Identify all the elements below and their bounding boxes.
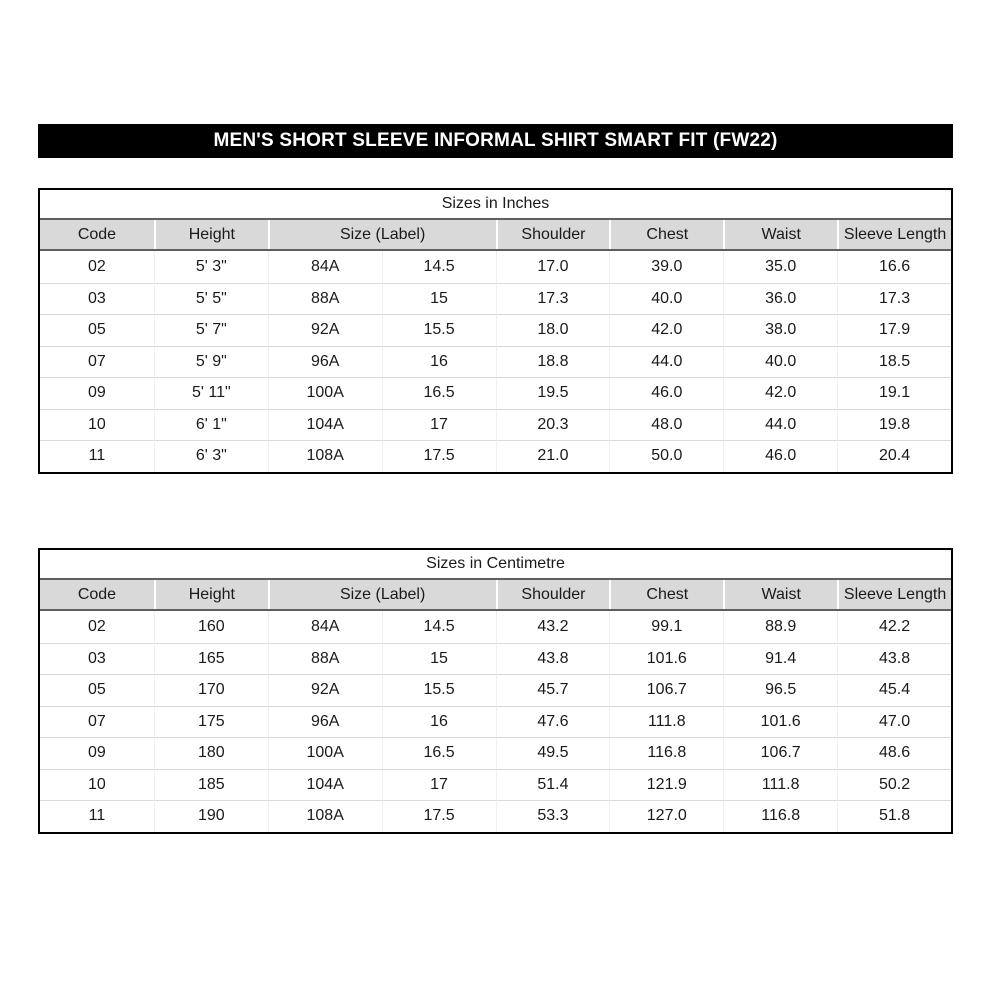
column-header-sleeve-length: Sleeve Length — [837, 220, 951, 249]
cell: 39.0 — [609, 251, 723, 283]
cell: 96A — [268, 706, 382, 738]
column-header-sleeve-length: Sleeve Length — [837, 580, 951, 609]
cell: 53.3 — [496, 800, 610, 832]
cell: 09 — [40, 377, 154, 409]
cell: 45.4 — [837, 674, 951, 706]
cell: 190 — [154, 800, 268, 832]
column-header-height: Height — [154, 580, 268, 609]
cell: 92A — [268, 314, 382, 346]
cell: 17.3 — [496, 283, 610, 315]
cell: 50.0 — [609, 440, 723, 472]
cell: 5' 7" — [154, 314, 268, 346]
cell: 49.5 — [496, 737, 610, 769]
cell: 106.7 — [723, 737, 837, 769]
header-row — [40, 218, 951, 251]
cell: 03 — [40, 643, 154, 675]
cell: 96.5 — [723, 674, 837, 706]
cell: 116.8 — [723, 800, 837, 832]
cell: 09 — [40, 737, 154, 769]
cell: 96A — [268, 346, 382, 378]
column-header-waist: Waist — [723, 580, 837, 609]
cell: 47.0 — [837, 706, 951, 738]
cell: 16.6 — [837, 251, 951, 283]
cell: 160 — [154, 611, 268, 643]
cell: 108A — [268, 440, 382, 472]
cell: 35.0 — [723, 251, 837, 283]
column-header-size-label: Size (Label) — [268, 580, 496, 609]
cell: 11 — [40, 440, 154, 472]
cell: 21.0 — [496, 440, 610, 472]
header-row — [40, 578, 951, 611]
cell: 6' 3" — [154, 440, 268, 472]
cell: 02 — [88, 617, 106, 635]
cell: 5' 9" — [154, 346, 268, 378]
cell: 11 — [40, 800, 154, 832]
cell: 47.6 — [496, 706, 610, 738]
product-title-bar — [38, 124, 953, 158]
cell: 19.5 — [496, 377, 610, 409]
cell: 101.6 — [609, 643, 723, 675]
cell: 18.5 — [837, 346, 951, 378]
cell: 100A — [268, 737, 382, 769]
cell: 5' 3" — [154, 251, 268, 283]
cell: 88A — [268, 283, 382, 315]
cell: 42.0 — [723, 377, 837, 409]
cell: 20.3 — [496, 409, 610, 441]
cell: 88A — [268, 643, 382, 675]
cell: 40.0 — [609, 283, 723, 315]
cell: 15.5 — [382, 314, 496, 346]
cell: 43.2 — [496, 611, 610, 643]
cell: 10 — [40, 769, 154, 801]
cell: 121.9 — [609, 769, 723, 801]
cell: 50.2 — [837, 769, 951, 801]
column-header-size-label: Size (Label) — [268, 220, 496, 249]
cell: 45.7 — [496, 674, 610, 706]
cell: 17.5 — [382, 800, 496, 832]
cell: 46.0 — [609, 377, 723, 409]
cell: 116.8 — [609, 737, 723, 769]
column-header-shoulder: Shoulder — [496, 580, 610, 609]
cell: 44.0 — [723, 409, 837, 441]
cell: 15.5 — [382, 674, 496, 706]
table-body-centimetre — [40, 611, 951, 832]
cell: 17.9 — [837, 314, 951, 346]
cell: 51.4 — [496, 769, 610, 801]
cell: 17.3 — [837, 283, 951, 315]
cell: 185 — [154, 769, 268, 801]
cell: 07 — [40, 346, 154, 378]
cell: 43.8 — [837, 643, 951, 675]
cell: 20.4 — [837, 440, 951, 472]
cell: 40.0 — [723, 346, 837, 378]
table-title-inches: Sizes in Inches — [40, 190, 951, 218]
column-header-shoulder: Shoulder — [496, 220, 610, 249]
product-title: MEN'S SHORT SLEEVE INFORMAL SHIRT SMART FIT (FW22) — [213, 130, 778, 151]
cell: 14.5 — [382, 611, 496, 643]
size-table-inches — [38, 188, 953, 474]
cell: 02 — [88, 257, 106, 275]
cell: 16 — [382, 706, 496, 738]
cell: 5' 11" — [154, 377, 268, 409]
cell: 51.8 — [837, 800, 951, 832]
cell: 48.0 — [609, 409, 723, 441]
cell: 99.1 — [609, 611, 723, 643]
cell: 104A — [268, 769, 382, 801]
table-title-centimetre: Sizes in Centimetre — [40, 550, 951, 578]
cell: 16.5 — [382, 377, 496, 409]
cell: 108A — [268, 800, 382, 832]
table-body-inches — [40, 251, 951, 472]
cell: 07 — [40, 706, 154, 738]
column-header-code: Code — [77, 585, 117, 603]
cell: 42.0 — [609, 314, 723, 346]
cell: 19.8 — [837, 409, 951, 441]
cell: 111.8 — [723, 769, 837, 801]
cell: 17 — [382, 769, 496, 801]
cell: 44.0 — [609, 346, 723, 378]
cell: 170 — [154, 674, 268, 706]
cell: 38.0 — [723, 314, 837, 346]
cell: 101.6 — [723, 706, 837, 738]
cell: 17 — [382, 409, 496, 441]
cell: 127.0 — [609, 800, 723, 832]
cell: 10 — [40, 409, 154, 441]
cell: 18.0 — [496, 314, 610, 346]
column-header-code: Code — [77, 225, 117, 243]
cell: 48.6 — [837, 737, 951, 769]
cell: 84A — [268, 611, 382, 643]
cell: 92A — [268, 674, 382, 706]
cell: 16 — [382, 346, 496, 378]
size-table-centimetre — [38, 548, 953, 834]
cell: 17.5 — [382, 440, 496, 472]
column-header-height: Height — [154, 220, 268, 249]
cell: 175 — [154, 706, 268, 738]
column-header-waist: Waist — [723, 220, 837, 249]
cell: 42.2 — [837, 611, 951, 643]
cell: 106.7 — [609, 674, 723, 706]
cell: 43.8 — [496, 643, 610, 675]
cell: 14.5 — [382, 251, 496, 283]
cell: 91.4 — [723, 643, 837, 675]
cell: 6' 1" — [154, 409, 268, 441]
column-header-chest: Chest — [609, 220, 723, 249]
cell: 36.0 — [723, 283, 837, 315]
cell: 5' 5" — [154, 283, 268, 315]
cell: 16.5 — [382, 737, 496, 769]
cell: 180 — [154, 737, 268, 769]
cell: 46.0 — [723, 440, 837, 472]
cell: 05 — [40, 314, 154, 346]
cell: 03 — [40, 283, 154, 315]
cell: 18.8 — [496, 346, 610, 378]
cell: 100A — [268, 377, 382, 409]
cell: 17.0 — [496, 251, 610, 283]
cell: 19.1 — [837, 377, 951, 409]
cell: 165 — [154, 643, 268, 675]
cell: 104A — [268, 409, 382, 441]
cell: 111.8 — [609, 706, 723, 738]
cell: 15 — [382, 643, 496, 675]
cell: 15 — [382, 283, 496, 315]
cell: 05 — [40, 674, 154, 706]
cell: 84A — [268, 251, 382, 283]
cell: 88.9 — [723, 611, 837, 643]
column-header-chest: Chest — [609, 580, 723, 609]
